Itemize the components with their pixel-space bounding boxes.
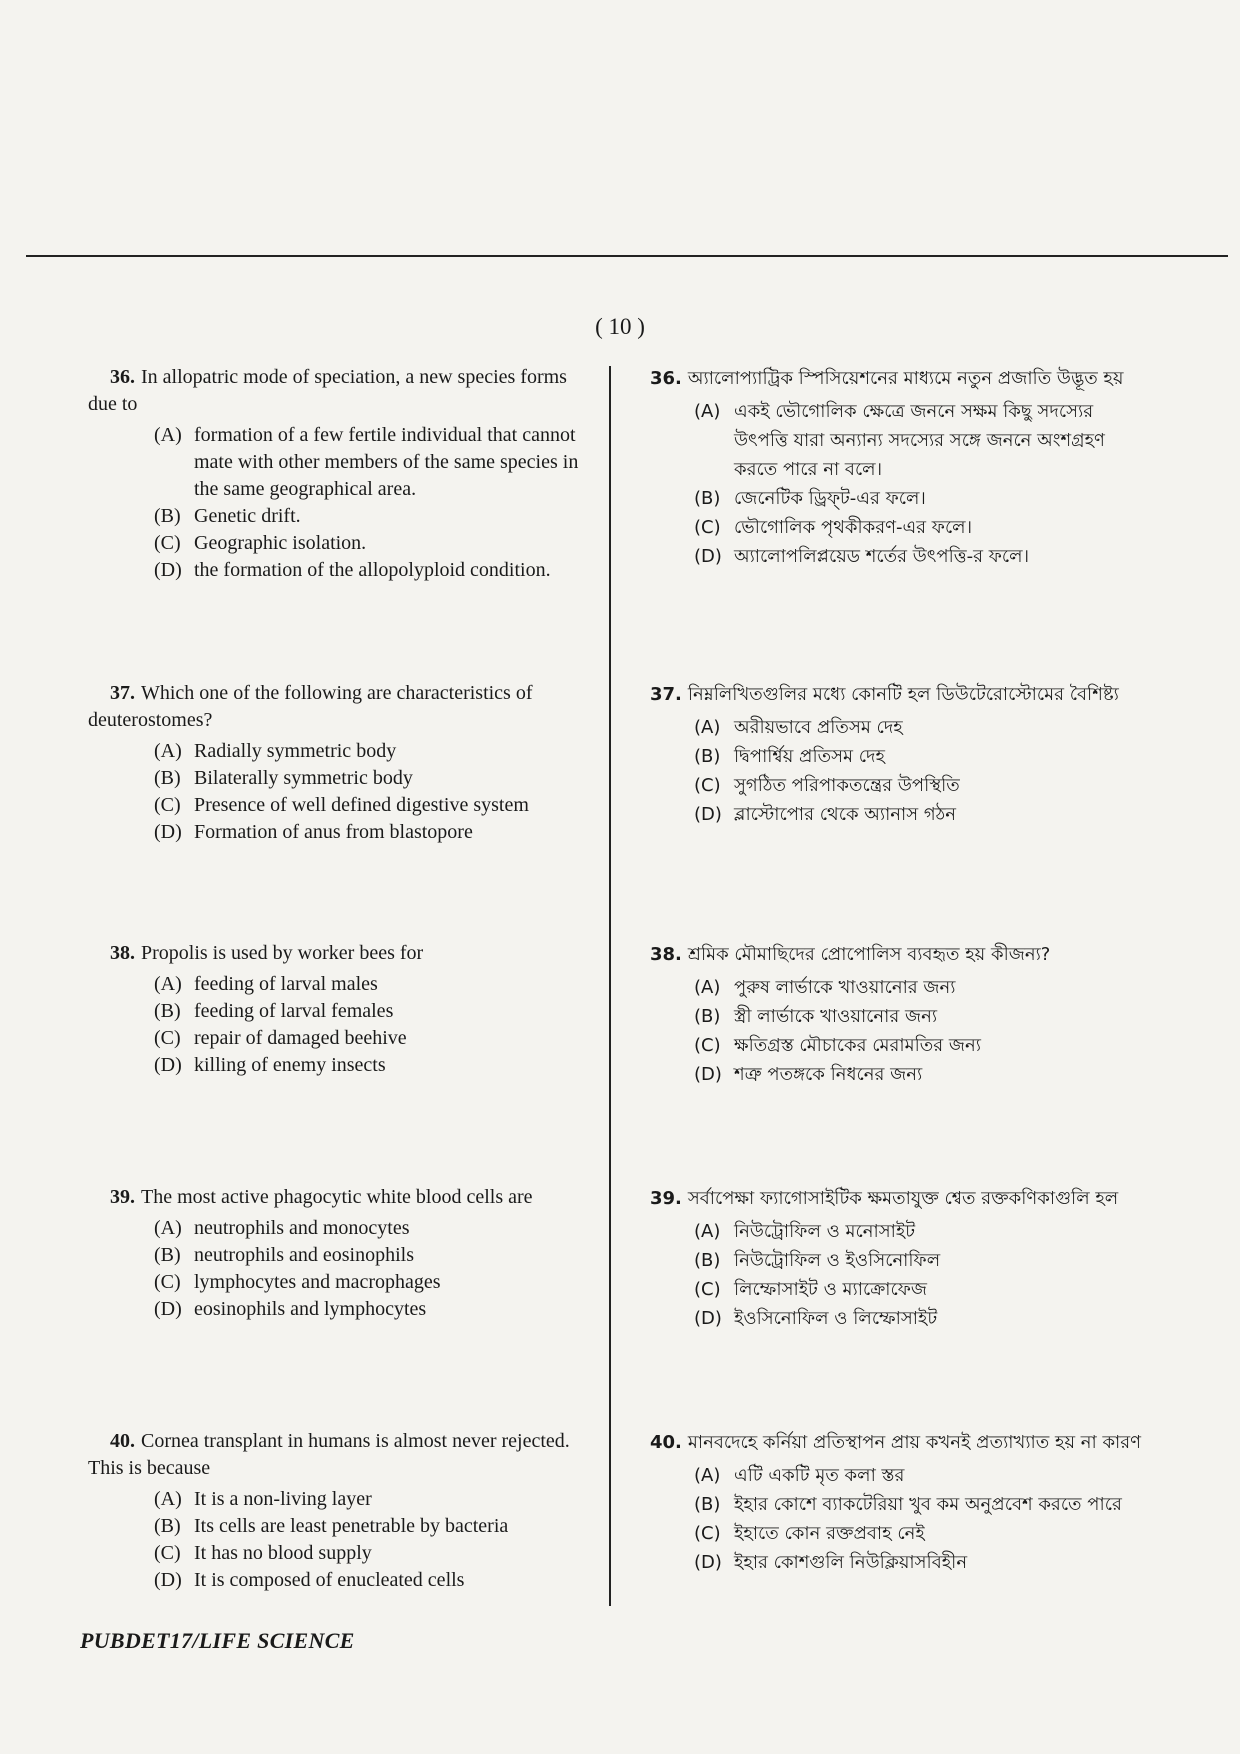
option-label: (D)	[154, 1054, 182, 1076]
option-text: নিউট্রোফিল ও ইওসিনোফিল	[734, 1250, 941, 1271]
question-number: 38.	[110, 942, 135, 964]
question-number: 40.	[110, 1430, 135, 1452]
question-stem	[88, 364, 598, 418]
option-text: repair of damaged beehive	[194, 1027, 407, 1049]
option-text: neutrophils and eosinophils	[194, 1244, 414, 1266]
option-text: feeding of larval females	[194, 1000, 394, 1022]
option-label: (D)	[154, 821, 182, 843]
answer-option	[88, 503, 598, 530]
answer-option	[88, 792, 598, 819]
answer-option	[88, 530, 598, 557]
option-label: (C)	[154, 1027, 181, 1049]
question-stem	[628, 364, 1148, 393]
option-text: অরীয়ভাবে প্রতিসম দেহ	[734, 717, 903, 738]
option-text: It has no blood supply	[194, 1542, 372, 1564]
option-text: the formation of the allopolyploid condition.	[194, 559, 551, 581]
option-list	[88, 738, 598, 846]
option-text: স্ত্রী লার্ভাকে খাওয়ানোর জন্য	[734, 1006, 938, 1027]
answer-option	[88, 557, 598, 584]
option-list	[628, 397, 1148, 571]
answer-option	[628, 742, 1148, 771]
option-text: নিউট্রোফিল ও মনোসাইট	[734, 1221, 916, 1242]
option-label: (C)	[154, 1542, 181, 1564]
answer-option	[628, 1461, 1148, 1490]
question-text: In allopatric mode of speciation, a new species forms due to	[88, 366, 567, 415]
answer-option	[88, 765, 598, 792]
option-label: (D)	[694, 1552, 722, 1573]
column-divider	[609, 366, 611, 1606]
option-text: formation of a few fertile individual that cannot mate with other members of the same species in the same geographical area.	[194, 424, 579, 500]
answer-option	[628, 1490, 1148, 1519]
answer-option	[628, 397, 1148, 484]
option-text: It is a non-living layer	[194, 1488, 372, 1510]
question-number: 39.	[650, 1188, 682, 1209]
option-text: দ্বিপার্শ্বিয় প্রতিসম দেহ	[734, 746, 885, 767]
option-label: (D)	[694, 1308, 722, 1329]
option-text: Radially symmetric body	[194, 740, 397, 762]
question-text: অ্যালোপ্যাট্রিক স্পিসিয়েশনের মাধ্যমে নতুন প্রজাতি উদ্ভূত হয়	[687, 368, 1124, 389]
option-list	[88, 1215, 598, 1323]
question-bn	[628, 940, 1148, 1089]
question-en	[88, 1428, 598, 1594]
answer-option	[628, 1002, 1148, 1031]
option-text: পুরুষ লার্ভাকে খাওয়ানোর জন্য	[734, 977, 956, 998]
header-rule	[26, 255, 1228, 257]
question-number: 37.	[650, 684, 682, 705]
answer-option	[88, 1486, 598, 1513]
answer-option	[628, 1275, 1148, 1304]
option-label: (D)	[154, 1298, 182, 1320]
question-stem	[628, 1184, 1148, 1213]
answer-option	[88, 1242, 598, 1269]
footer-code: PUBDET17/LIFE SCIENCE	[80, 1628, 355, 1653]
question-number: 37.	[110, 682, 135, 704]
option-label: (D)	[694, 1064, 722, 1085]
option-label: (B)	[694, 746, 721, 767]
answer-option	[628, 713, 1148, 742]
answer-option	[628, 1031, 1148, 1060]
option-list	[88, 971, 598, 1079]
answer-option	[88, 1513, 598, 1540]
option-text: feeding of larval males	[194, 973, 378, 995]
answer-option	[88, 971, 598, 998]
option-label: (C)	[694, 775, 721, 796]
option-label: (B)	[154, 505, 181, 527]
question-number: 39.	[110, 1186, 135, 1208]
option-label: (A)	[694, 717, 721, 738]
option-label: (C)	[154, 1271, 181, 1293]
answer-option	[88, 422, 598, 503]
option-label: (B)	[694, 1494, 721, 1515]
question-en	[88, 940, 598, 1079]
option-label: (B)	[154, 1244, 181, 1266]
question-text: Propolis is used by worker bees for	[141, 942, 424, 964]
option-label: (B)	[694, 488, 721, 509]
option-text: ইহার কোশে ব্যাকটেরিয়া খুব কম অনুপ্রবেশ করতে পারে	[734, 1494, 1122, 1515]
question-bn	[628, 1184, 1148, 1333]
option-text: শত্রু পতঙ্গকে নিধনের জন্য	[734, 1064, 923, 1085]
option-text: সুগঠিত পরিপাকতন্ত্রের উপস্থিতি	[734, 775, 960, 796]
option-label: (A)	[694, 1465, 721, 1486]
option-text: ভৌগোলিক পৃথকীকরণ-এর ফলে।	[734, 517, 973, 538]
option-list	[628, 973, 1148, 1089]
question-text: Which one of the following are characteristics of deuterostomes?	[88, 682, 533, 731]
option-label: (A)	[694, 977, 721, 998]
option-text: It is composed of enucleated cells	[194, 1569, 465, 1591]
option-label: (B)	[694, 1250, 721, 1271]
answer-option	[628, 513, 1148, 542]
option-text: Bilaterally symmetric body	[194, 767, 413, 789]
answer-option	[628, 1060, 1148, 1089]
answer-option	[628, 1217, 1148, 1246]
option-text: Its cells are least penetrable by bacteria	[194, 1515, 509, 1537]
option-text: lymphocytes and macrophages	[194, 1271, 441, 1293]
option-text: ব্লাস্টোপোর থেকে অ্যানাস গঠন	[734, 804, 957, 825]
answer-option	[628, 800, 1148, 829]
option-label: (D)	[154, 1569, 182, 1591]
question-text: The most active phagocytic white blood cells are	[141, 1186, 533, 1208]
question-number: 36.	[110, 366, 135, 388]
question-stem	[88, 680, 598, 734]
answer-option	[628, 542, 1148, 571]
option-label: (A)	[694, 1221, 721, 1242]
option-list	[628, 1461, 1148, 1577]
option-text: লিম্ফোসাইট ও ম্যাক্রোফেজ	[734, 1279, 927, 1300]
option-label: (D)	[694, 804, 722, 825]
answer-option	[628, 1304, 1148, 1333]
question-stem	[628, 1428, 1148, 1457]
question-stem	[88, 940, 598, 967]
answer-option	[88, 1215, 598, 1242]
option-text: ক্ষতিগ্রস্ত মৌচাকের মেরামতির জন্য	[734, 1035, 981, 1056]
answer-option	[88, 1269, 598, 1296]
answer-option	[88, 1296, 598, 1323]
option-label: (B)	[154, 767, 181, 789]
option-text: ইহার কোশগুলি নিউক্লিয়াসবিহীন	[734, 1552, 968, 1573]
question-en	[88, 1184, 598, 1323]
question-number: 38.	[650, 944, 682, 965]
question-stem	[88, 1184, 598, 1211]
answer-option	[628, 1246, 1148, 1275]
option-label: (C)	[694, 517, 721, 538]
question-stem	[628, 680, 1148, 709]
option-text: Formation of anus from blastopore	[194, 821, 473, 843]
question-text: মানবদেহে কর্নিয়া প্রতিস্থাপন প্রায় কখনই প্রত্যাখ্যাত হয় না কারণ	[687, 1432, 1142, 1453]
option-label: (A)	[154, 1217, 182, 1239]
option-text: ইওসিনোফিল ও লিম্ফোসাইট	[734, 1308, 938, 1329]
question-number: 36.	[650, 368, 682, 389]
question-bn	[628, 680, 1148, 829]
option-text: killing of enemy insects	[194, 1054, 386, 1076]
question-en	[88, 680, 598, 846]
answer-option	[628, 484, 1148, 513]
answer-option	[628, 973, 1148, 1002]
option-list	[628, 1217, 1148, 1333]
answer-option	[88, 1567, 598, 1594]
option-label: (C)	[154, 794, 181, 816]
question-stem	[88, 1428, 598, 1482]
question-bn	[628, 364, 1148, 571]
page-number: ( 10 )	[595, 314, 645, 339]
answer-option	[88, 1025, 598, 1052]
option-label: (D)	[694, 546, 722, 567]
option-label: (A)	[154, 424, 182, 446]
answer-option	[88, 1052, 598, 1079]
question-bn	[628, 1428, 1148, 1577]
question-en	[88, 364, 598, 584]
question-text: সর্বাপেক্ষা ফ্যাগোসাইটিক ক্ষমতাযুক্ত শ্বেত রক্তকণিকাগুলি হল	[687, 1188, 1119, 1209]
option-label: (A)	[694, 401, 721, 422]
option-label: (C)	[694, 1035, 721, 1056]
question-text: শ্রমিক মৌমাছিদের প্রোপোলিস ব্যবহৃত হয় কীজন্য?	[687, 944, 1051, 965]
option-label: (A)	[154, 740, 182, 762]
question-stem	[628, 940, 1148, 969]
option-label: (C)	[694, 1279, 721, 1300]
option-text: Geographic isolation.	[194, 532, 367, 554]
answer-option	[88, 738, 598, 765]
option-text: ইহাতে কোন রক্তপ্রবাহ নেই	[734, 1523, 925, 1544]
option-label: (A)	[154, 1488, 182, 1510]
option-label: (A)	[154, 973, 182, 995]
option-text: eosinophils and lymphocytes	[194, 1298, 427, 1320]
option-text: জেনেটিক ড্রিফ্‌ট-এর ফলে।	[734, 488, 926, 509]
answer-option	[88, 998, 598, 1025]
option-label: (B)	[694, 1006, 721, 1027]
answer-option	[628, 771, 1148, 800]
answer-option	[88, 819, 598, 846]
question-number: 40.	[650, 1432, 682, 1453]
option-text: Presence of well defined digestive system	[194, 794, 529, 816]
answer-option	[628, 1548, 1148, 1577]
answer-option	[628, 1519, 1148, 1548]
option-text: এটি একটি মৃত কলা স্তর	[734, 1465, 905, 1486]
question-text: নিম্নলিখিতগুলির মধ্যে কোনটি হল ডিউটেরোস্টোমের বৈশিষ্ট্য	[687, 684, 1119, 705]
option-label: (C)	[694, 1523, 721, 1544]
option-list	[88, 1486, 598, 1594]
option-text: neutrophils and monocytes	[194, 1217, 410, 1239]
option-text: অ্যালোপলিপ্লয়েড শর্তের উৎপত্তি-র ফলে।	[734, 546, 1030, 567]
option-text: একই ভৌগোলিক ক্ষেত্রে জননে সক্ষম কিছু সদস্যের উৎপত্তি যারা অন্যান্য সদস্যের সঙ্গে জননে অংশগ্রহণ করতে পারে না বলে।	[734, 401, 1105, 480]
answer-option	[88, 1540, 598, 1567]
option-list	[628, 713, 1148, 829]
option-label: (C)	[154, 532, 181, 554]
question-text: Cornea transplant in humans is almost never rejected. This is because	[88, 1430, 570, 1479]
option-label: (B)	[154, 1000, 181, 1022]
option-list	[88, 422, 598, 584]
option-label: (B)	[154, 1515, 181, 1537]
option-label: (D)	[154, 559, 182, 581]
option-text: Genetic drift.	[194, 505, 301, 527]
